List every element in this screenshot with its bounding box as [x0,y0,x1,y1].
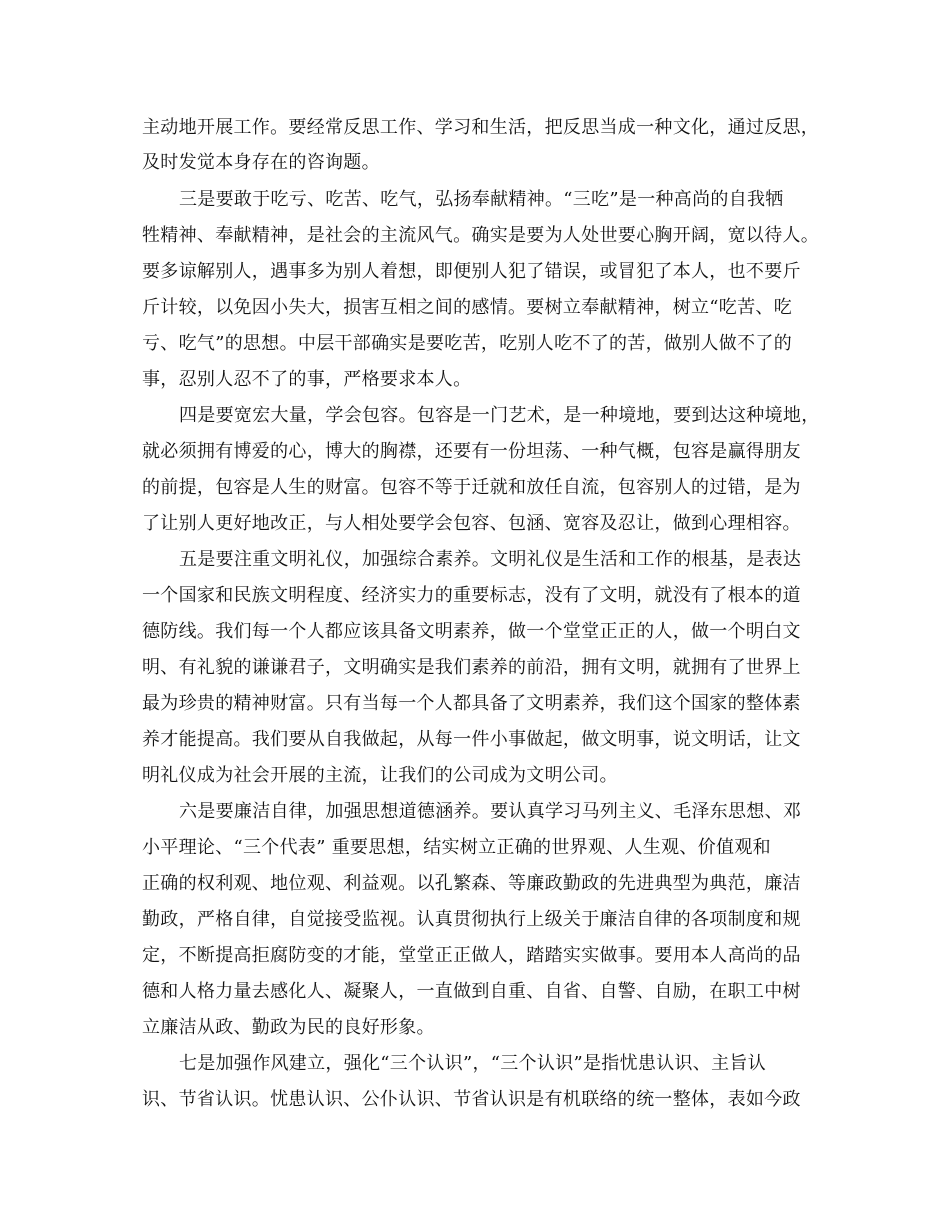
text-line: 斤计较，以免因小失大，损害互相之间的感情。要树立奉献精神，树立“吃苦、吃 [142,297,792,318]
text-line: 养才能提高。我们要从自我做起，从每一件小事做起，做文明事，说文明话，让文 [142,729,801,750]
paragraph-start: 六是要廉洁自律，加强思想道德涵养。要认真学习马列主义、毛泽东思想、邓 [179,801,802,822]
text-line: 定，不断提高拒腐防变的才能，堂堂正正做人，踏踏实实做事。要用本人高尚的品 [142,945,801,966]
text-line: 德防线。我们每一个人都应该具备文明素养，做一个堂堂正正的人，做一个明白文 [142,621,801,642]
text-line: 最为珍贵的精神财富。只有当每一个人都具备了文明素养，我们这个国家的整体素 [142,693,801,714]
text-line: 主动地开展工作。要经常反思工作、学习和生活，把反思当成一种文化，通过反思， [142,117,820,138]
text-line: 事，忍别人忍不了的事，严格要求本人。 [142,369,472,390]
text-line: 要多谅解别人，遇事多为别人着想，即便别人犯了错误，或冒犯了本人，也不要斤 [142,261,801,282]
paragraph-start: 三是要敢于吃亏、吃苦、吃气，弘扬奉献精神。“三吃”是一种高尚的自我牺 [179,189,784,210]
text-line: 正确的权利观、地位观、利益观。以孔繁森、等廉政勤政的先进典型为典范，廉洁 [142,873,801,894]
text-line: 小平理论、“三个代表” 重要思想，结实树立正确的世界观、人生观、价值观和 [142,837,771,858]
paragraph-start: 五是要注重文明礼仪，加强综合素养。文明礼仪是生活和工作的根基，是表达 [179,549,802,570]
text-line: 一个国家和民族文明程度、经济实力的重要标志，没有了文明，就没有了根本的道 [142,585,801,606]
text-line: 的前提，包容是人生的财富。包容不等于迁就和放任自流，包容别人的过错，是为 [142,477,801,498]
text-line: 及时发觉本身存在的咨询题。 [142,152,380,173]
text-line: 识、节省认识。忧患认识、公仆认识、节省认识是有机联络的统一整体，表如今政 [142,1089,801,1110]
paragraph-start: 四是要宽宏大量，学会包容。包容是一门艺术，是一种境地，要到达这种境地， [179,405,820,426]
text-line: 明礼仪成为社会开展的主流，让我们的公司成为文明公司。 [142,765,618,786]
text-line: 牲精神、奉献精神，是社会的主流风气。确实是要为人处世要心胸开阔，宽以待人。 [142,225,820,246]
text-line: 立廉洁从政、勤政为民的良好形象。 [142,1017,435,1038]
text-line: 了让别人更好地改正，与人相处要学会包容、包涵、宽容及忍让，做到心理相容。 [142,513,801,534]
text-line: 勤政，严格自律，自觉接受监视。认真贯彻执行上级关于廉洁自律的各项制度和规 [142,909,801,930]
text-line: 明、有礼貌的谦谦君子，文明确实是我们素养的前沿，拥有文明，就拥有了世界上 [142,657,801,678]
text-line: 亏、吃气”的思想。中层干部确实是要吃苦，吃别人吃不了的苦，做别人做不了的 [142,333,792,354]
text-line: 就必须拥有博爱的心，博大的胸襟，还要有一份坦荡、一种气概，包容是赢得朋友 [142,441,801,462]
paragraph-start: 七是加强作风建立，强化“三个认识”，“三个认识”是指忧患认识、主旨认 [179,1053,767,1074]
text-line: 德和人格力量去感化人、凝聚人，一直做到自重、自省、自警、自励，在职工中树 [142,981,801,1002]
